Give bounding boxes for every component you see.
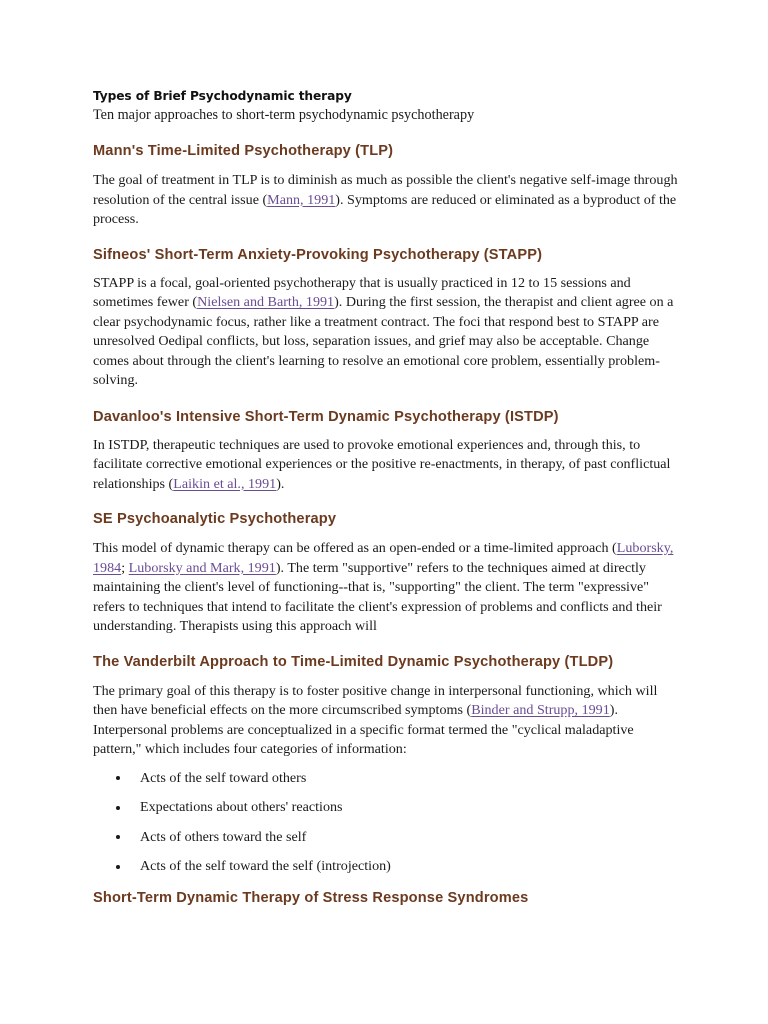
paragraph-text: In ISTDP, therapeutic techniques are used to provoke emotional experiences and, through this, to facilitate corrective emotional experiences or the positive re-enactments, in therapy, of past conflictual relationships (	[93, 436, 671, 492]
section-heading-tlp: Mann's Time-Limited Psychotherapy (TLP)	[93, 143, 394, 159]
list-item	[93, 769, 683, 788]
list-item-text: Acts of others toward the self	[140, 828, 307, 845]
paragraph-text: ). Interpersonal problems are conceptualized in a specific format termed the "cyclical maladaptive pattern," which includes four categories of information:	[93, 702, 634, 757]
section-heading-tldp: The Vanderbilt Approach to Time-Limited Dynamic Psychotherapy (TLDP)	[93, 653, 614, 670]
bullet-icon	[116, 776, 120, 780]
paragraph-text: The primary goal of this therapy is to foster positive change in interpersonal functioning, which will then have beneficial effects on the more circumscribed symptoms (	[93, 682, 658, 718]
citation-link-luborsky-1984[interactable]: Luborsky, 1984	[93, 540, 674, 576]
list-item	[93, 857, 683, 876]
paragraph-text: ). The term "supportive" refers to the techniques aimed at directly maintaining the client's level of functioning--that is, "supporting" the client. The term "expressive" refers to techniques that intend to facilitate the client's expression of problems and conflicts and their understanding. Therapists using this approach will	[93, 559, 662, 634]
paragraph-text: ).	[276, 475, 285, 492]
paragraph-text: ). During the first session, the therapist and client agree on a clear psychodynamic focus, rather like a treatment contract. The foci that respond best to STAPP are unresolved Oedipal conflicts, but loss, separation issues, and grief may also be acceptable. Change comes about through the client's learning to resolve an emotional core problem, essentially problem-solving.	[93, 294, 674, 388]
document-subtitle: Ten major approaches to short-term psychodynamic psychotherapy	[93, 107, 475, 123]
document-page	[93, 88, 683, 908]
bullet-list	[93, 769, 683, 877]
section-paragraph-tldp	[93, 682, 683, 760]
bullet-icon	[116, 865, 120, 869]
section-paragraph-tlp	[93, 171, 683, 230]
list-item-text: Acts of the self toward others	[140, 769, 307, 786]
bullet-icon	[116, 835, 120, 839]
section-paragraph-se	[93, 539, 683, 637]
section-heading-se: SE Psychoanalytic Psychotherapy	[93, 511, 337, 527]
paragraph-text: The goal of treatment in TLP is to diminish as much as possible the client's negative self-image through resolution of the central issue (	[93, 172, 678, 208]
list-item	[93, 828, 683, 847]
section-paragraph-istdp	[93, 436, 683, 495]
paragraph-text: ). Symptoms are reduced or eliminated as a byproduct of the process.	[93, 191, 677, 227]
list-item-text: Acts of the self toward the self (introjection)	[140, 858, 391, 875]
section-heading-istdp: Davanloo's Intensive Short-Term Dynamic Psychotherapy (ISTDP)	[93, 408, 559, 425]
paragraph-text: STAPP is a focal, goal-oriented psychotherapy that is usually practiced in 12 to 15 sessions and sometimes fewer (	[93, 274, 631, 310]
citation-link-mann-1991[interactable]: Mann, 1991	[267, 191, 336, 208]
list-item-text: Expectations about others' reactions	[140, 799, 343, 816]
paragraph-text: This model of dynamic therapy can be offered as an open-ended or a time-limited approach (	[93, 540, 617, 556]
section-heading-stress-response: Short-Term Dynamic Therapy of Stress Response Syndromes	[93, 890, 529, 907]
section-paragraph-stapp	[93, 274, 683, 391]
citation-separator: ;	[121, 559, 129, 576]
citation-link-laikin-1991[interactable]: Laikin et al., 1991	[173, 475, 277, 492]
citation-link-luborsky-mark-1991[interactable]: Luborsky and Mark, 1991	[128, 559, 276, 576]
citation-link-binder-strupp-1991[interactable]: Binder and Strupp, 1991	[471, 702, 610, 718]
list-item	[93, 798, 683, 817]
document-title: Types of Brief Psychodynamic therapy	[93, 89, 352, 103]
citation-link-nielsen-barth-1991[interactable]: Nielsen and Barth, 1991	[197, 294, 335, 310]
bullet-icon	[116, 806, 120, 810]
section-heading-stapp: Sifneos' Short-Term Anxiety-Provoking Psychotherapy (STAPP)	[93, 246, 543, 263]
